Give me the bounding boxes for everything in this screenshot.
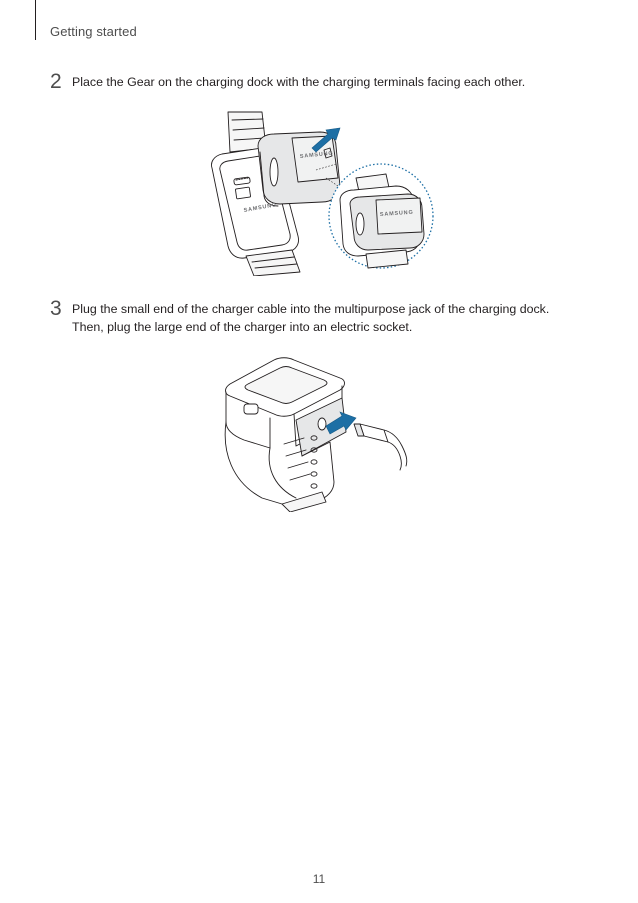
dock-brand-label: SAMSUNG [299,150,334,160]
step-text [72,300,549,336]
step-3 [50,299,549,336]
header-rule [35,0,36,40]
inset-brand-label: SAMSUNG [379,209,414,218]
step-number: 3 [50,297,62,320]
step-text-line: Place the Gear on the charging dock with the charging terminals facing each other. [72,75,526,89]
step-text-line: Plug the small end of the charger cable into the multipurpose jack of the charging dock. [72,302,550,316]
step-text [72,73,525,91]
page-number: 11 [312,872,326,886]
step-number: 2 [50,70,62,93]
section-title: Getting started [50,24,137,39]
watch-brand-label: SAMSUNG [243,202,278,214]
illustration-gear-on-dock [200,108,440,276]
step-2 [50,72,525,92]
illustration-plug-charger [222,352,422,512]
step-text-line: Then, plug the large end of the charger into an electric socket. [72,320,413,334]
